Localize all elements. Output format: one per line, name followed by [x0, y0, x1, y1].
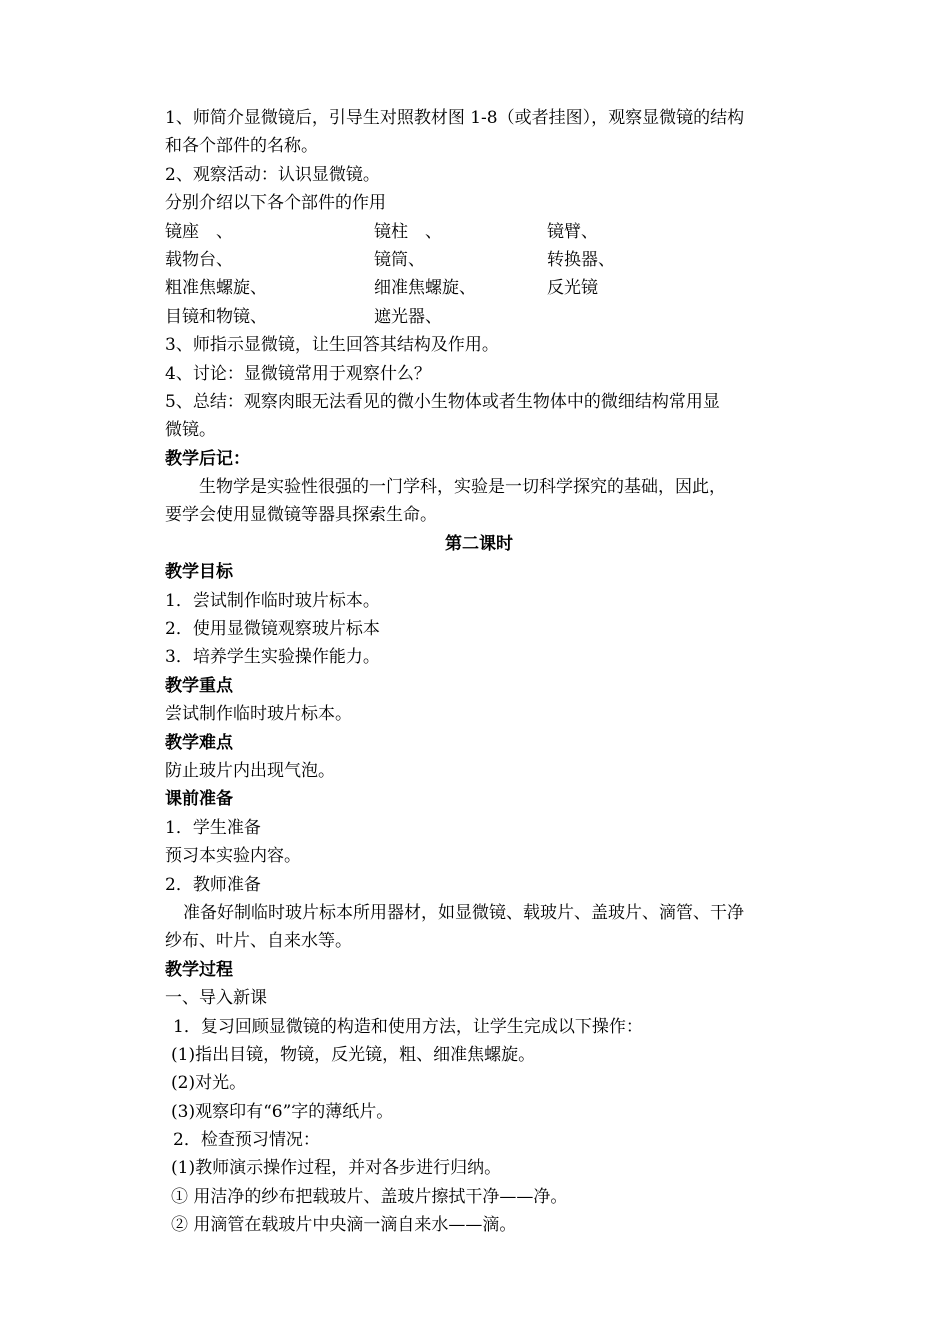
section-heading: 教学后记： — [165, 448, 250, 469]
subsection-heading: 一、导入新课 — [165, 988, 267, 1009]
paragraph: 分别介绍以下各个部件的作用 — [165, 193, 386, 214]
section-heading: 教学重点 — [165, 675, 233, 696]
paragraph: 要学会使用显微镜等器具探索生命。 — [165, 505, 437, 526]
parts-row — [165, 303, 793, 331]
paragraph: 生物学是实验性很强的一门学科，实验是一切科学探究的基础，因此， — [199, 477, 726, 498]
paragraph: 防止玻片内出现气泡。 — [165, 760, 335, 781]
document-body — [165, 104, 793, 1240]
paragraph: 4、讨论：显微镜常用于观察什么？ — [165, 363, 431, 384]
paragraph: 微镜。 — [165, 420, 216, 441]
part-cell: 镜柱 、 — [374, 221, 442, 242]
list-item: 2．教师准备 — [165, 874, 261, 895]
paragraph: 和各个部件的名称。 — [165, 136, 318, 157]
list-item: ① 用洁净的纱布把载玻片、盖玻片擦拭干净——净。 — [171, 1186, 568, 1207]
part-cell: 镜座 、 — [165, 221, 233, 242]
parts-row — [165, 274, 793, 302]
list-item: (3)观察印有“6”字的薄纸片。 — [171, 1101, 394, 1122]
list-item: (2)对光。 — [171, 1073, 247, 1094]
parts-row — [165, 218, 793, 246]
paragraph: 准备好制临时玻片标本所用器材，如显微镜、载玻片、盖玻片、滴管、干净 — [183, 902, 744, 923]
section-heading: 教学目标 — [165, 562, 233, 583]
part-cell: 粗准焦螺旋、 — [165, 278, 267, 299]
list-item: 2．检查预习情况： — [173, 1130, 320, 1151]
section-heading: 课前准备 — [165, 789, 233, 810]
list-item: ② 用滴管在载玻片中央滴一滴自来水——滴。 — [171, 1215, 517, 1236]
list-item: 1．尝试制作临时玻片标本。 — [165, 590, 380, 611]
part-cell: 转换器、 — [547, 249, 615, 270]
paragraph: 纱布、叶片、自来水等。 — [165, 931, 352, 952]
section-heading: 教学难点 — [165, 732, 233, 753]
parts-row — [165, 246, 793, 274]
list-item: 1．复习回顾显微镜的构造和使用方法，让学生完成以下操作： — [173, 1016, 643, 1037]
paragraph: 5、总结：观察肉眼无法看见的微小生物体或者生物体中的微细结构常用显 — [165, 391, 720, 412]
part-cell: 细准焦螺旋、 — [374, 278, 476, 299]
lesson-title: 第二课时 — [445, 533, 513, 554]
list-item: (1)指出目镜，物镜，反光镜，粗、细准焦螺旋。 — [171, 1044, 536, 1065]
paragraph: 3、师指示显微镜，让生回答其结构及作用。 — [165, 335, 499, 356]
part-cell: 遮光器、 — [374, 306, 442, 327]
part-cell — [547, 303, 793, 331]
part-cell: 载物台、 — [165, 249, 233, 270]
list-item: 1．学生准备 — [165, 817, 261, 838]
part-cell: 镜臂、 — [547, 221, 598, 242]
paragraph: 尝试制作临时玻片标本。 — [165, 704, 352, 725]
list-item: (1)教师演示操作过程，并对各步进行归纳。 — [171, 1158, 502, 1179]
paragraph: 2、观察活动：认识显微镜。 — [165, 164, 380, 185]
part-cell: 镜筒、 — [374, 249, 425, 270]
list-item: 3．培养学生实验操作能力。 — [165, 647, 380, 668]
list-item: 2．使用显微镜观察玻片标本 — [165, 619, 380, 640]
part-cell: 目镜和物镜、 — [165, 306, 267, 327]
part-cell: 反光镜 — [547, 278, 598, 299]
paragraph: 1、师简介显微镜后，引导生对照教材图 1-8（或者挂图），观察显微镜的结构 — [165, 108, 745, 128]
section-heading: 教学过程 — [165, 959, 233, 980]
paragraph: 预习本实验内容。 — [165, 846, 301, 867]
